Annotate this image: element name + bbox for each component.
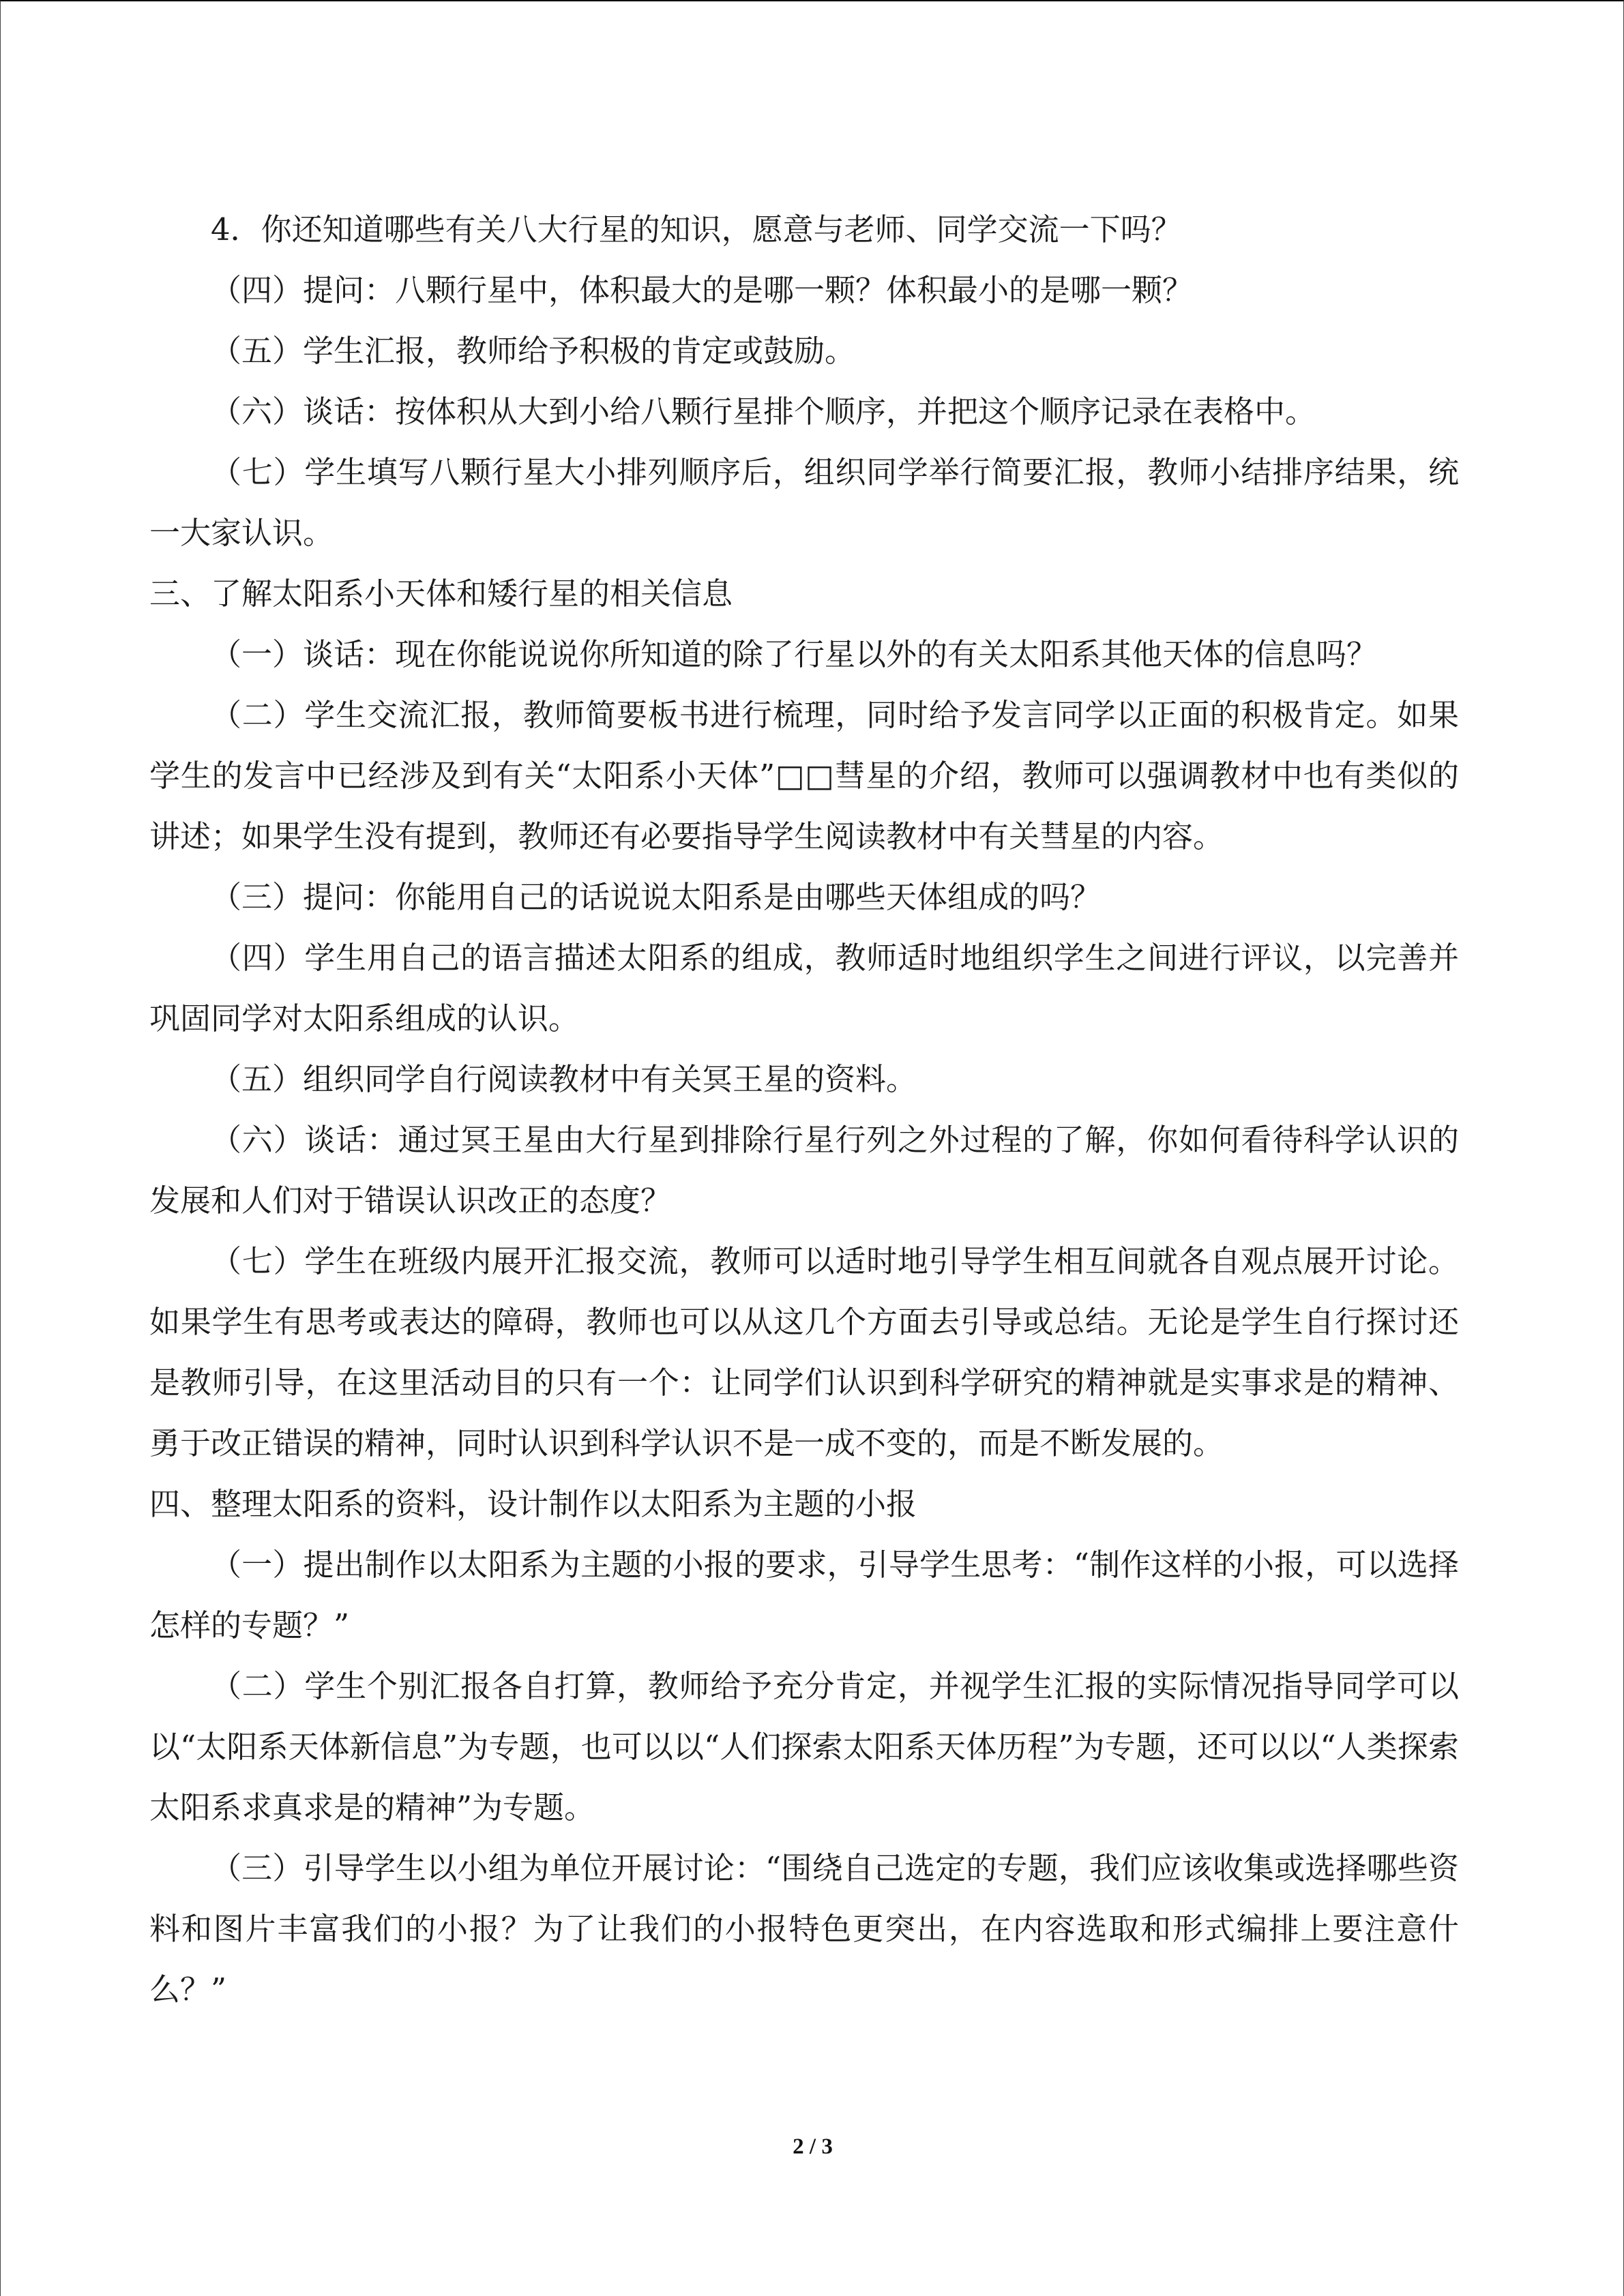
paragraph-step-5: （五）学生汇报，教师给予积极的肯定或鼓励。 — [211, 333, 856, 369]
section-heading-4: 四、整理太阳系的资料，设计制作以太阳系为主题的小报 — [149, 1486, 917, 1522]
paragraph-section4-step-3: （三）引导学生以小组为单位开展讨论：“围绕自己选定的专题，我们应该收集或选择哪些资料和图片丰富我们的小报？为了让我们的小报特色更突出，在内容选取和形式编排上要注意什么？” — [149, 1850, 1459, 2008]
paragraph-section4-step-2: （二）学生个别汇报各自打算，教师给予充分肯定，并视学生汇报的实际情况指导同学可以以“太阳系天体新信息”为专题，也可以以“人们探索太阳系天体历程”为专题，还可以以“人类探索太阳系求真求是的精神”为专题。 — [149, 1668, 1459, 1825]
paragraph-section3-step-3: （三）提问：你能用自己的话说说太阳系是由哪些天体组成的吗？ — [211, 879, 1102, 915]
page-number: 2 / 3 — [793, 2134, 833, 2159]
paragraph-section4-step-1: （一）提出制作以太阳系为主题的小报的要求，引导学生思考：“制作这样的小报，可以选择怎样的专题？” — [149, 1547, 1459, 1643]
paragraph-step-7: （七）学生填写八颗行星大小排列顺序后，组织同学举行简要汇报，教师小结排序结果，统一大家认识。 — [149, 454, 1459, 551]
paragraph-section3-step-5: （五）组织同学自行阅读教材中有关冥王星的资料。 — [211, 1061, 917, 1097]
document-body — [149, 199, 1459, 2020]
paragraph-section3-step-1: （一）谈话：现在你能说说你所知道的除了行星以外的有关太阳系其他天体的信息吗？ — [211, 636, 1378, 672]
paragraph-q4: 4．你还知道哪些有关八大行星的知识，愿意与老师、同学交流一下吗？ — [211, 211, 1182, 248]
paragraph-section3-step-6: （六）谈话：通过冥王星由大行星到排除行星行列之外过程的了解，你如何看待科学认识的发展和人们对于错误认识改正的态度？ — [149, 1122, 1459, 1219]
paragraph-section3-step-4: （四）学生用自己的语言描述太阳系的组成，教师适时地组织学生之间进行评议，以完善并巩固同学对太阳系组成的认识。 — [149, 940, 1459, 1037]
paragraph-step-6: （六）谈话：按体积从大到小给八颗行星排个顺序，并把这个顺序记录在表格中。 — [211, 393, 1316, 430]
paragraph-section3-step-2: （二）学生交流汇报，教师简要板书进行梳理，同时给予发言同学以正面的积极肯定。如果学生的发言中已经涉及到有关“太阳系小天体”□□彗星的介绍，教师可以强调教材中也有类似的讲述；如果学生没有提到，教师还有必要指导学生阅读教材中有关彗星的内容。 — [149, 697, 1459, 854]
section-heading-3: 三、了解太阳系小天体和矮行星的相关信息 — [149, 576, 733, 612]
paragraph-step-4: （四）提问：八颗行星中，体积最大的是哪一颗？体积最小的是哪一颗？ — [211, 272, 1194, 308]
paragraph-section3-step-7: （七）学生在班级内展开汇报交流，教师可以适时地引导学生相互间就各自观点展开讨论。如果学生有思考或表达的障碍，教师也可以从这几个方面去引导或总结。无论是学生自行探讨还是教师引导，在这里活动目的只有一个：让同学们认识到科学研究的精神就是实事求是的精神、勇于改正错误的精神，同时认识到科学认识不是一成不变的，而是不断发展的。 — [149, 1243, 1459, 1461]
